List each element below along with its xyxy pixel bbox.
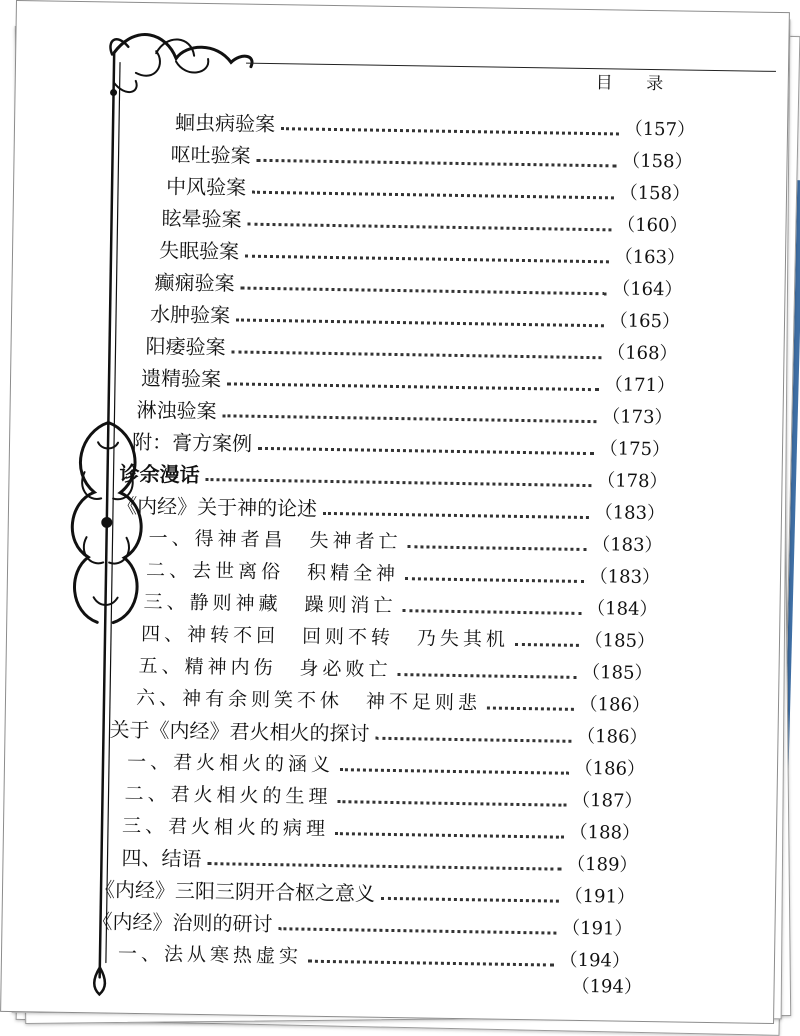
dot-leader <box>375 736 571 742</box>
toc-entry-title: 一、法从寒热虚实 <box>117 942 303 968</box>
toc-entry-title: 阳痿验案 <box>145 333 226 359</box>
toc-entry-page: （178） <box>596 470 668 493</box>
dot-leader <box>487 706 574 710</box>
toc-entry-page: （173） <box>601 406 673 429</box>
toc-entry-page: （191） <box>561 917 633 940</box>
dot-leader <box>207 862 561 871</box>
dot-leader <box>227 382 599 391</box>
toc-entry-title: 附：膏方案例 <box>131 429 253 456</box>
toc-entry-title: 三、静则神藏 躁则消亡 <box>143 590 397 617</box>
toc-entry-page: （188） <box>569 821 641 844</box>
dot-leader <box>258 446 594 454</box>
toc-entry-page: （189） <box>566 853 638 876</box>
toc-entry-title: 诊余漫话 <box>119 461 200 487</box>
toc-entry-page: （186） <box>576 725 648 748</box>
dot-leader <box>231 350 601 359</box>
dot-leader <box>381 896 559 902</box>
toc-entry-title: 淋浊验案 <box>136 397 217 423</box>
toc-entry-page: （171） <box>604 374 676 397</box>
toc-entry-title: 关于《内经》君火相火的探讨 <box>109 717 370 746</box>
toc-entry-page: （183） <box>591 534 663 557</box>
header-rule <box>246 63 776 72</box>
dot-leader <box>335 832 564 839</box>
toc-entry-title: 遗精验案 <box>140 365 222 391</box>
toc-entry-page: （191） <box>564 885 636 908</box>
toc-entry-title: 中风验案 <box>165 173 247 200</box>
toc-entry-page: （186） <box>579 693 651 717</box>
toc-entry-page: （183） <box>589 566 661 589</box>
toc-entry-page: （168） <box>607 342 678 365</box>
dot-leader <box>252 190 614 199</box>
toc-entry <box>571 970 643 1001</box>
toc-entry-title: 《内经》关于神的论述 <box>116 493 318 521</box>
toc-entry-page: （186） <box>574 757 646 780</box>
dot-leader <box>256 158 616 167</box>
toc-entry-page: （160） <box>617 214 688 237</box>
dot-leader <box>205 478 591 487</box>
toc-entry-page: （183） <box>594 502 666 525</box>
dot-leader <box>236 318 604 327</box>
toc-entry-title: 四、结语 <box>121 845 202 871</box>
toc-entry-title: 二、君火相火的生理 <box>124 782 332 808</box>
dot-leader <box>407 545 586 551</box>
toc-entry-page: （163） <box>614 246 686 269</box>
toc-entry-page: （194） <box>559 949 631 972</box>
toc-entry-page: （185） <box>584 629 656 653</box>
page-title: 目 录 <box>595 73 678 95</box>
toc-entry-page: （175） <box>599 438 671 461</box>
toc-entry-title: 二、去世离俗 积精全神 <box>145 558 400 585</box>
toc-entry-title: 癫痫验案 <box>154 269 235 295</box>
toc-entry-title: 水肿验案 <box>149 301 231 327</box>
toc-entry-page: （157） <box>624 118 696 141</box>
toc-entry-page: （158） <box>622 150 693 173</box>
dot-leader <box>308 959 554 966</box>
dot-leader <box>278 927 556 934</box>
dot-leader <box>337 800 566 807</box>
toc-entry-title: 三、君火相火的病理 <box>121 814 330 840</box>
toc-entry-page: （164） <box>612 278 683 301</box>
toc-entry-title: 一、君火相火的涵义 <box>126 750 335 776</box>
toc-entry-title: 《内经》三阳三阴开合枢之意义 <box>94 876 376 906</box>
dot-leader <box>397 673 576 679</box>
dot-leader <box>222 414 596 423</box>
toc-entry-title: 四、神转不回 回则不转 乃失其机 <box>140 622 510 651</box>
dot-leader <box>245 254 609 263</box>
dot-leader <box>281 127 619 135</box>
dot-leader <box>340 768 569 775</box>
dot-leader <box>515 642 579 646</box>
toc-entry-page: （185） <box>581 661 653 685</box>
toc-entry-title: 六、神有余则笑不休 神不足则悲 <box>135 686 482 714</box>
dot-leader <box>240 286 606 295</box>
toc-entry-page: （165） <box>609 310 681 333</box>
toc-entry-page: （184） <box>586 598 658 621</box>
toc-entry-page: （187） <box>571 789 643 812</box>
dot-leader <box>247 222 611 231</box>
toc-entry-title: 《内经》治则的研讨 <box>92 908 273 936</box>
dot-leader <box>402 609 581 615</box>
toc-entry-page: （158） <box>619 182 691 205</box>
toc-entry-title: 呕吐验案 <box>170 141 251 168</box>
toc-entry-title: 眩晕验案 <box>161 205 242 232</box>
dot-leader <box>323 511 589 518</box>
dot-leader <box>405 577 584 583</box>
toc-entry-title: 五、精神内伤 身必败亡 <box>138 654 392 681</box>
toc-entry-title: 蛔虫病验案 <box>174 109 276 136</box>
toc-entry-title: 一、得神者昌 失神者亡 <box>148 526 402 553</box>
toc-entry-title: 失眠验案 <box>158 237 240 264</box>
toc-entry-page: （194） <box>571 975 643 998</box>
